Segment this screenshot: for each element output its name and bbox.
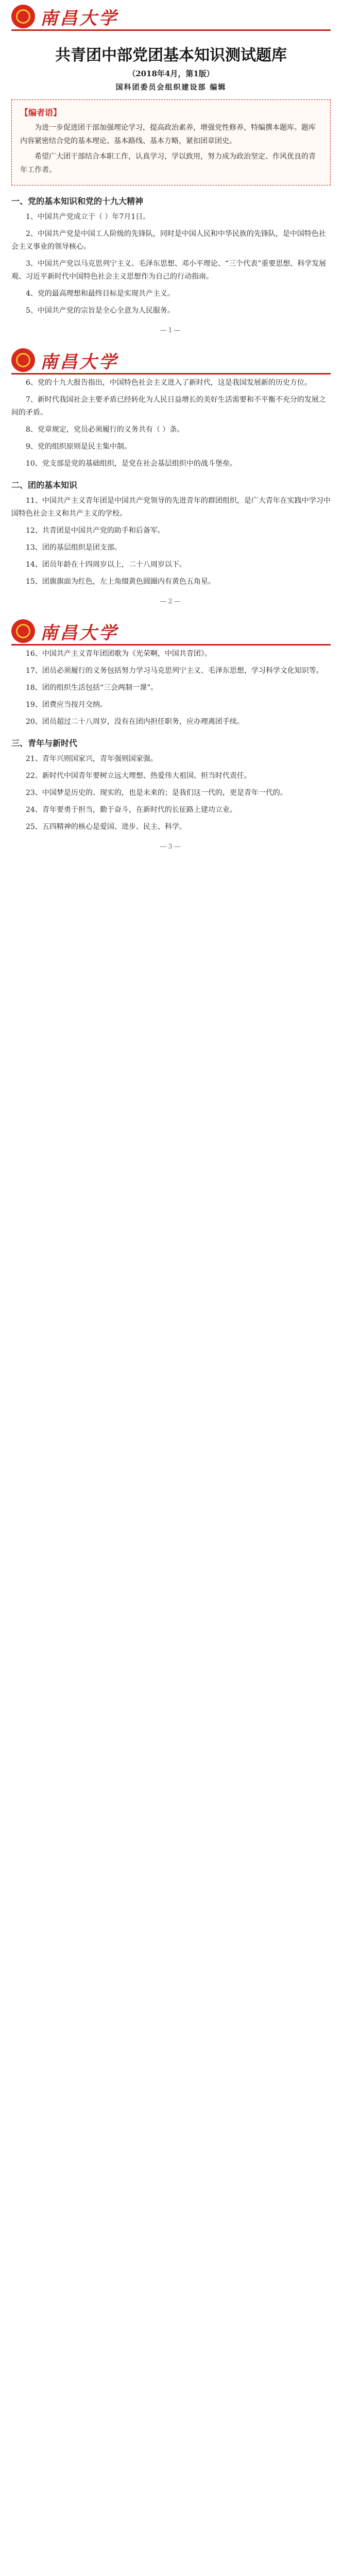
header-logo: 南昌大学 [40, 622, 118, 643]
question: 4、党的最高理想和最终目标是实现共产主义。 [26, 290, 175, 298]
section-heading: 一、党的基本知识和党的十九大精神 [11, 196, 144, 206]
question: 22、新时代中国青年要树立远大理想、热爱伟大祖国、担当时代责任。 [26, 772, 251, 780]
emblem-icon [11, 348, 35, 372]
section-heading: 三、青年与新时代 [11, 738, 78, 748]
publisher: 国科团委员会组织建设部 编辑 [115, 83, 227, 92]
page-mark: —2— [160, 598, 182, 605]
question: 25、五四精神的核心是爱国、进步、民主、科学。 [26, 823, 186, 831]
question: 9、党的组织原则是民主集中制。 [26, 443, 131, 451]
question: 6、党的十九大报告指出，中国特色社会主义进入了新时代，这是我国发展新的历史方位。 [26, 379, 312, 387]
question: 12、共青团是中国共产党的助手和后备军。 [26, 527, 165, 535]
question: 14、团员年龄在十四周岁以上，二十八周岁以下。 [26, 561, 186, 569]
question: 18、团的组织生活包括“三会两制一课”。 [26, 684, 158, 692]
question: 23、中国梦是历史的、现实的，也是未来的；是我们这一代的，更是青年一代的。 [26, 789, 287, 797]
editor-note [11, 99, 331, 185]
question: 15、团旗旗面为红色，左上角缀黄色圆圈内有黄色五角星。 [26, 578, 215, 586]
editor-note-head: 【编者语】 [20, 108, 62, 117]
edition-subtitle: （2018年4月，第1版） [128, 69, 214, 78]
emblem-icon [11, 619, 35, 643]
question: 1、中国共产党成立于（ ）年7月1日。 [26, 213, 150, 221]
editor-note-paragraph: 希望广大团干部结合本职工作，认真学习，学以致用，努力成为政治坚定、作风优良的青年工作者。 [20, 152, 316, 174]
question: 3、中国共产党以马克思列宁主义、毛泽东思想、邓小平理论、“三个代表”重要思想、科学发展观、习近平新时代中国特色社会主义思想作为自己的行动指南。 [11, 260, 327, 281]
question: 24、青年要勇于担当，勤于奋斗，在新时代的长征路上建功立业。 [26, 806, 237, 814]
editor-note-paragraph: 为进一步促进团干部加强理论学习，提高政治素养，增强党性修养，特编撰本题库。题库内容紧密结合党的基本理论、基本路线、基本方略，紧扣团章团史。 [20, 124, 316, 145]
header [0, 0, 342, 33]
question: 21、青年兴则国家兴，青年强则国家强。 [26, 755, 158, 763]
section-heading: 二、团的基本知识 [11, 480, 78, 490]
header-rule [11, 373, 331, 375]
header [0, 615, 342, 648]
question: 17、团员必须履行的义务包括努力学习马克思列宁主义、毛泽东思想，学习科学文化知识等。 [26, 667, 323, 675]
question: 5、中国共产党的宗旨是全心全意为人民服务。 [26, 307, 175, 315]
page-mark: —3— [160, 843, 182, 851]
question: 8、党章规定，党员必须履行的义务共有（ ）条。 [26, 426, 184, 434]
question: 13、团的基层组织是团支部。 [26, 544, 122, 552]
header-logo: 南昌大学 [40, 8, 118, 29]
header-logo: 南昌大学 [40, 351, 118, 372]
question: 19、团费应当按月交纳。 [26, 701, 107, 709]
header [0, 344, 342, 377]
question: 20、团员超过二十八周岁，没有在团内担任职务，应办理离团手续。 [26, 718, 244, 726]
question: 2、中国共产党是中国工人阶级的先锋队，同时是中国人民和中华民族的先锋队，是中国特色社会主义事业的领导核心。 [11, 230, 326, 251]
question: 10、党支部是党的基础组织，是党在社会基层组织中的战斗堡垒。 [26, 460, 237, 468]
header-rule [11, 29, 331, 31]
emblem-icon [11, 5, 35, 28]
question: 16、中国共产主义青年团团歌为《光荣啊，中国共青团》。 [26, 650, 212, 658]
question: 7、新时代我国社会主要矛盾已经转化为人民日益增长的美好生活需要和不平衡不充分的发展之间的矛盾。 [11, 396, 326, 417]
page-title: 共青团中部党团基本知识测试题库 [55, 46, 287, 64]
header-rule [11, 644, 331, 646]
page-mark: —1— [160, 327, 182, 334]
question: 11、中国共产主义青年团是中国共产党领导的先进青年的群团组织，是广大青年在实践中学习中国特色社会主义和共产主义的学校。 [11, 497, 331, 518]
